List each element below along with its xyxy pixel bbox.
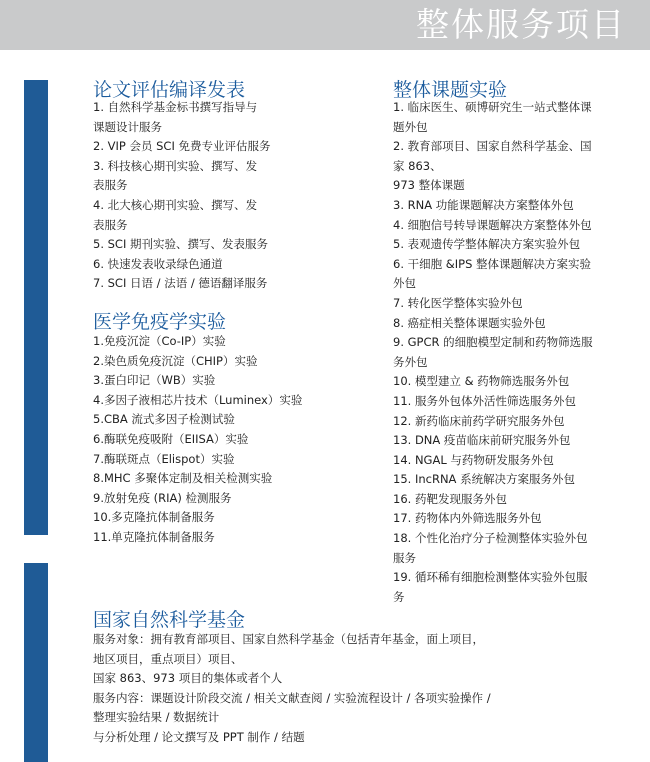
list-item: 6.酶联免疫吸附（EIISA）实验 [93, 431, 249, 446]
page-title: 整体服务项目 [416, 5, 626, 44]
immunology-list [93, 332, 343, 548]
nsf-line: 国家 863、973 项目的集体或者个人 [93, 671, 283, 686]
section-title-projects: 整体课题实验 [393, 79, 508, 101]
list-item: 12. 新药临床前药学研究服务外包 [393, 413, 565, 428]
nsf-line: 服务内容：课题设计阶段交流 / 相关文献查阅 / 实验流程设计 / 各项实验操作 / [93, 690, 491, 705]
list-item: 14. NGAL 与药物研发服务外包 [393, 452, 554, 467]
list-item: 8.MHC 多聚体定制及相关检测实验 [93, 471, 273, 486]
nsf-line: 地区项目，重点项目）项目、 [93, 651, 243, 666]
list-item: 务 [393, 589, 405, 604]
projects-list [393, 98, 623, 607]
list-item: 2.染色质免疫沉淀（CHIP）实验 [93, 353, 258, 368]
list-item: 10.多克隆抗体制备服务 [93, 510, 215, 525]
list-item: 4. 细胞信号转导课题解决方案整体外包 [393, 217, 592, 232]
nsf-description [93, 630, 633, 748]
list-item: 2. VIP 会员 SCI 免费专业评估服务 [93, 139, 271, 154]
list-item: 5. SCI 期刊实验、撰写、发表服务 [93, 237, 269, 252]
list-item: 4. 北大核心期刊实验、撰写、发 [93, 197, 258, 212]
accent-bar-bottom [24, 563, 48, 762]
list-item: 1. 临床医生、硕博研究生一站式整体课 [393, 100, 592, 114]
accent-bar-top [24, 80, 48, 535]
list-item: 3. 科技核心期刊实验、撰写、发 [93, 158, 258, 173]
nsf-line: 整理实验结果 / 数据统计 [93, 710, 220, 725]
list-item: 服务 [393, 550, 416, 565]
list-item: 8. 癌症相关整体课题实验外包 [393, 315, 546, 330]
header-band [0, 0, 650, 50]
list-item: 9.放射免疫 (RIA) 检测服务 [93, 490, 232, 505]
thesis-list [93, 98, 303, 294]
list-item: 1.免疫沉淀（Co-IP）实验 [93, 334, 226, 348]
list-item: 表服务 [93, 217, 128, 232]
list-item: 13. DNA 疫苗临床前研究服务外包 [393, 433, 571, 448]
list-item: 4.多因子液相芯片技术（Luminex）实验 [93, 392, 303, 407]
list-item: 7. SCI 日语 / 法语 / 德语翻译服务 [93, 276, 268, 291]
list-item: 18. 个性化治疗分子检测整体实验外包 [393, 531, 588, 546]
list-item: 973 整体课题 [393, 178, 465, 193]
section-title-immunology: 医学免疫学实验 [93, 311, 227, 333]
list-item: 题外包 [393, 119, 428, 134]
list-item: 外包 [393, 276, 416, 291]
list-item: 17. 药物体内外筛选服务外包 [393, 511, 542, 526]
list-item: 表服务 [93, 178, 128, 193]
nsf-line: 与分析处理 / 论文撰写及 PPT 制作 / 结题 [93, 729, 305, 744]
list-item: 课题设计服务 [93, 119, 162, 134]
list-item: 15. IncRNA 系统解决方案服务外包 [393, 472, 576, 487]
list-item: 5.CBA 流式多因子检测试验 [93, 412, 235, 427]
list-item: 5. 表观遗传学整体解决方案实验外包 [393, 237, 581, 252]
list-item: 6. 快速发表收录绿色通道 [93, 256, 223, 271]
list-item: 家 863、 [393, 158, 442, 173]
list-item: 11.单克隆抗体制备服务 [93, 529, 215, 544]
list-item: 6. 干细胞 &IPS 整体课题解决方案实验 [393, 256, 592, 271]
list-item: 11. 服务外包体外活性筛选服务外包 [393, 393, 576, 408]
list-item: 7. 转化医学整体实验外包 [393, 295, 523, 310]
list-item: 1. 自然科学基金标书撰写指导与 [93, 100, 258, 114]
list-item: 3. RNA 功能课题解决方案整体外包 [393, 197, 574, 212]
list-item: 7.酶联斑点（Elispot）实验 [93, 451, 235, 466]
section-title-nsf: 国家自然科学基金 [93, 609, 246, 631]
section-title-thesis: 论文评估编译发表 [93, 79, 246, 101]
nsf-line: 服务对象：拥有教育部项目、国家自然科学基金（包括青年基金，面上项目， [93, 632, 484, 646]
list-item: 3.蛋白印记（WB）实验 [93, 373, 216, 388]
list-item: 10. 模型建立 & 药物筛选服务外包 [393, 374, 570, 389]
list-item: 19. 循环稀有细胞检测整体实验外包服 [393, 570, 588, 585]
list-item: 9. GPCR 的细胞模型定制和药物筛选服 [393, 335, 593, 350]
list-item: 16. 药靶发现服务外包 [393, 491, 507, 506]
list-item: 务外包 [393, 354, 428, 369]
list-item: 2. 教育部项目、国家自然科学基金、国 [393, 139, 592, 154]
